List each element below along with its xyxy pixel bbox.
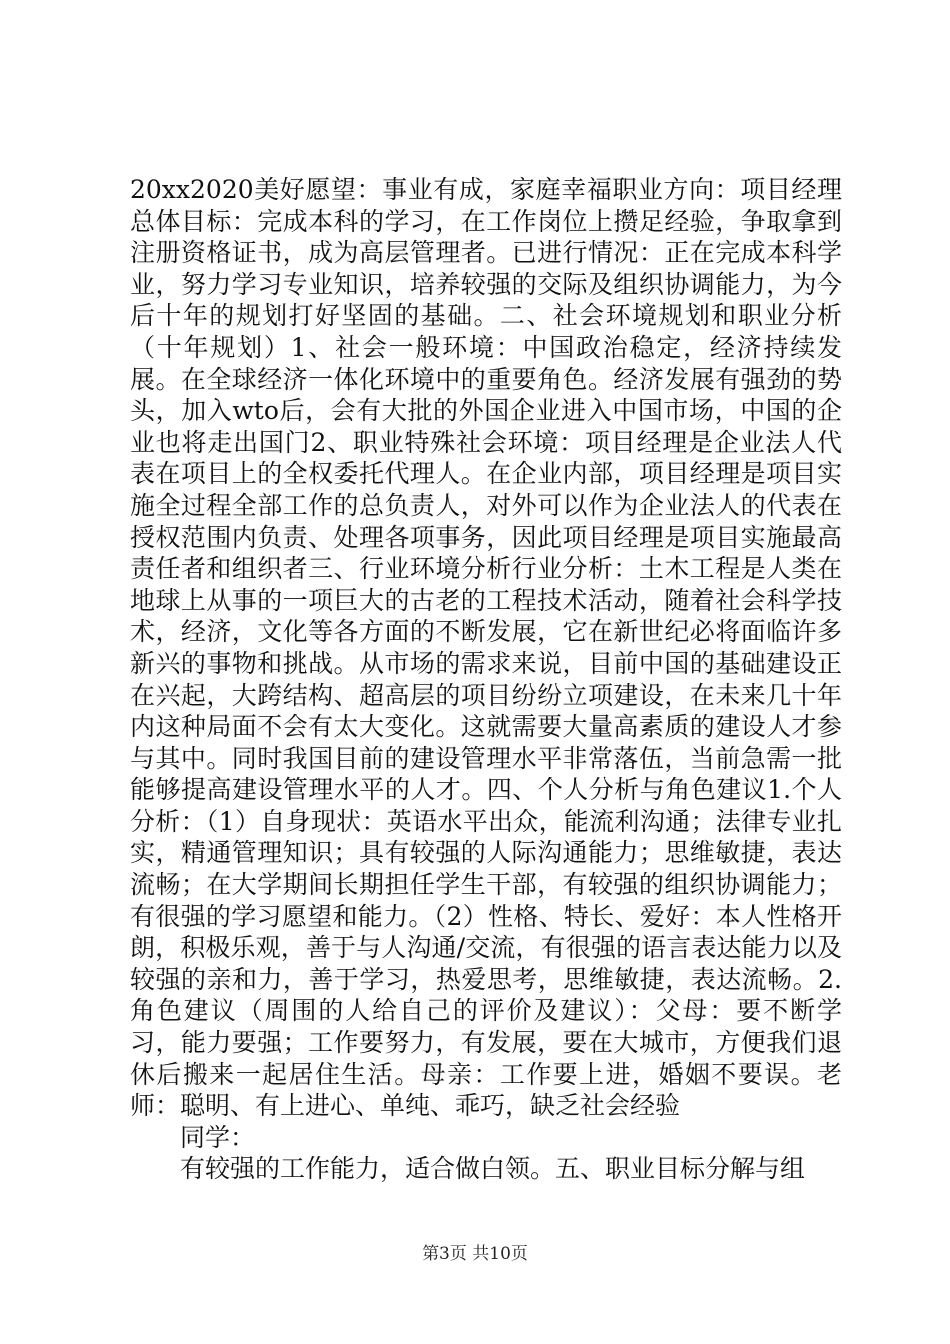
paragraph-main: 20xx2020美好愿望：事业有成，家庭幸福职业方向：项目经理总体目标：完成本科的学习，在工作岗位上攒足经验，争取拿到注册资格证书，成为高层管理者。已进行情况：正在完成本科学业，努力学习专业知识，培养较强的交际及组织协调能力，为今后十年的规划打好坚固的基础。二、社会环境规划和职业分析（十年规划）1、社会一般环境：中国政治稳定，经济持续发展。在全球经济一体化环境中的重要角色。经济发展有强劲的势头，加入wto后，会有大批的外国企业进入中国市场，中国的企业也将走出国门2、职业特殊社会环境：项目经理是企业法人代表在项目上的全权委托代理人。在企业内部，项目经理是项目实施全过程全部工作的总负责人，对外可以作为企业法人的代表在授权范围内负责、处理各项事务，因此项目经理是项目实施最高责任者和组织者三、行业环境分析行业分析：土木工程是人类在地球上从事的一项巨大的古老的工程技术活动，随着社会科学技术，经济，文化等各方面的不断发展，它在新世纪必将面临许多新兴的事物和挑战。从市场的需求来说，目前中国的基础建设正在兴起，大跨结构、超高层的项目纷纷立项建设，在未来几十年内这种局面不会有太大变化。这就需要大量高素质的建设人才参与其中。同时我国目前的建设管理水平非常落伍，当前急需一批能够提高建设管理水平的人才。四、个人分析与角色建议1.个人分析：（1）自身现状：英语水平出众，能流利沟通；法律专业扎实，精通管理知识；具有较强的人际沟通能力；思维敏捷，表达流畅；在大学期间长期担任学生干部，有较强的组织协调能力；有很强的学习愿望和能力。（2）性格、特长、爱好：本人性格开朗，积极乐观，善于与人沟通/交流，有很强的语言表达能力以及较强的亲和力，善于学习，热爱思考，思维敏捷，表达流畅。2.角色建议（周围的人给自己的评价及建议）：父母：要不断学习，能力要强；工作要努力，有发展，要在大城市，方便我们退休后搬来一起居住生活。母亲：工作要上进，婚姻不要误。老师：聪明、有上进心、单纯、乖巧，缺乏社会经验	[130, 175, 842, 1121]
page-number-footer: 第3页 共10页	[422, 1244, 528, 1264]
document-body	[130, 174, 842, 1185]
paragraph-classmates-heading: 同学：	[180, 1122, 256, 1152]
paragraph-classmates-comment: 有较强的工作能力，适合做白领。五、职业目标分解与组	[180, 1154, 806, 1184]
